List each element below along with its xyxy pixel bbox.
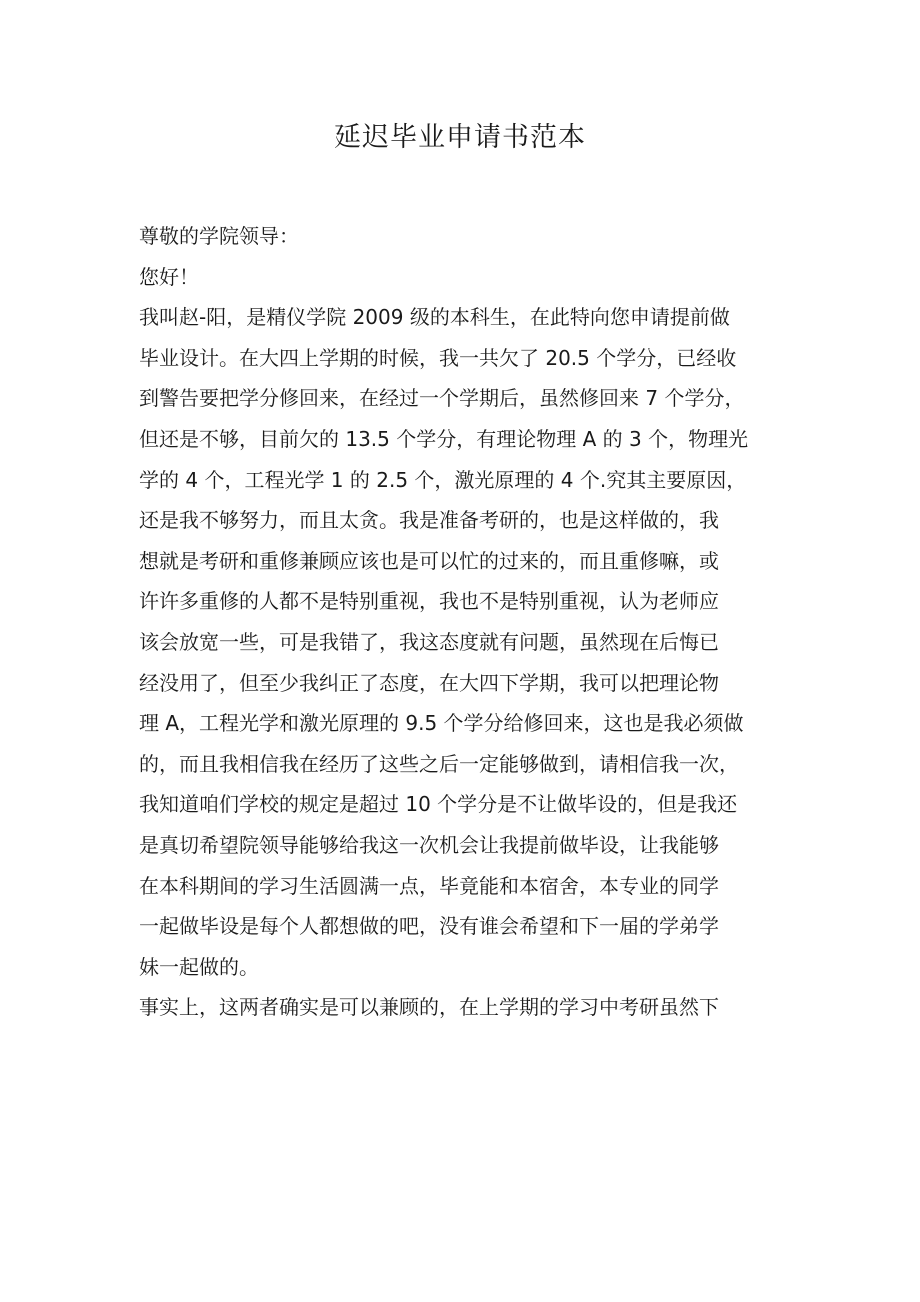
paragraph-line: 我知道咱们学校的规定是超过 10 个学分是不让做毕设的，但是我还 [139,792,738,817]
paragraph-line: 一起做毕设是每个人都想做的吧，没有谁会希望和下一届的学弟学 [139,914,719,939]
paragraph-line: 理 A，工程光学和激光原理的 9.5 个学分给修回来，这也是我必须做 [139,711,744,736]
paragraph-2 [139,987,784,1028]
paragraph-line: 该会放宽一些，可是我错了，我这态度就有问题，虽然现在后悔已 [139,629,719,654]
paragraph-line: 的，而且我相信我在经历了这些之后一定能够做到，请相信我一次， [139,751,739,776]
document-body [139,216,784,1028]
paragraph-line: 经没用了，但至少我纠正了态度，在大四下学期，我可以把理论物 [139,670,719,695]
paragraph-line: 还是我不够努力，而且太贪。我是准备考研的，也是这样做的，我 [139,508,719,533]
paragraph-line: 妹一起做的。 [139,954,259,979]
paragraph-line: 毕业设计。在大四上学期的时候，我一共欠了 20.5 个学分，已经收 [139,345,737,370]
paragraph-line: 我叫赵-阳，是精仪学院 2009 级的本科生，在此特向您申请提前做 [139,305,730,330]
document-title: 延迟毕业申请书范本 [334,122,586,153]
paragraph-line: 想就是考研和重修兼顾应该也是可以忙的过来的，而且重修嘛，或 [139,548,719,573]
paragraph-line: 是真切希望院领导能够给我这一次机会让我提前做毕设，让我能够 [139,832,719,857]
paragraph-line: 在本科期间的学习生活圆满一点，毕竟能和本宿舍，本专业的同学 [139,873,719,898]
paragraph-line: 学的 4 个，工程光学 1 的 2.5 个，激光原理的 4 个.究其主要原因， [139,467,747,492]
salutation: 尊敬的学院领导： [139,224,299,248]
paragraph-line: 到警告要把学分修回来，在经过一个学期后，虽然修回来 7 个学分， [139,386,745,411]
paragraph-1 [139,297,784,987]
greeting: 您好！ [139,264,199,289]
paragraph-line: 事实上，这两者确实是可以兼顾的，在上学期的学习中考研虽然下 [139,995,719,1020]
paragraph-line: 但还是不够，目前欠的 13.5 个学分，有理论物理 A 的 3 个，物理光 [139,426,749,451]
paragraph-line: 许许多重修的人都不是特别重视，我也不是特别重视，认为老师应 [139,589,719,614]
